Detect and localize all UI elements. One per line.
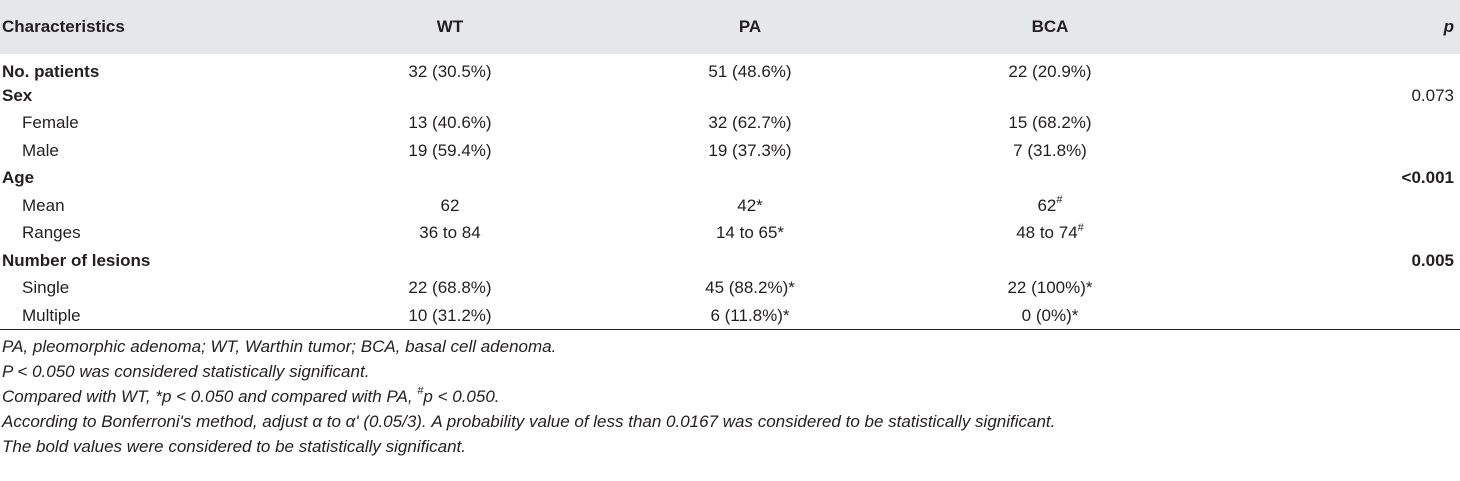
row-label: Single (22, 278, 70, 298)
header-p (1200, 0, 1460, 54)
row-label: Ranges (22, 223, 81, 243)
cell-bca-value: 48 to 74 (1016, 223, 1078, 243)
table-row-sex (0, 82, 1460, 110)
cell-p (1200, 192, 1460, 220)
cell-wt: 19 (59.4%) (408, 140, 492, 160)
header-wt: WT (436, 17, 464, 36)
hash-marker: # (1056, 194, 1063, 207)
header-p-label: p (1443, 17, 1454, 36)
cell-wt: 10 (31.2%) (300, 302, 600, 330)
cell-p: <0.001 (1401, 168, 1454, 188)
footnote-comparison (2, 384, 1460, 409)
footnote-comparison-prefix: Compared with WT, *p < 0.050 and compared with PA, (2, 387, 418, 406)
cell-p (1200, 220, 1460, 248)
row-label: Mean (22, 195, 65, 215)
cell-pa (600, 247, 900, 275)
cell-wt: 32 (30.5%) (408, 62, 492, 81)
table-header-row (0, 0, 1460, 54)
row-label: Age (2, 168, 35, 188)
table-row-multiple (0, 302, 1460, 330)
table-row-female (0, 110, 1460, 138)
table-row-male (0, 137, 1460, 165)
footnote-comparison-suffix: p < 0.050. (423, 387, 500, 406)
cell-wt: 36 to 84 (419, 223, 481, 243)
cell-p: 0.073 (1411, 85, 1454, 105)
cell-p (1200, 110, 1460, 138)
cell-pa: 32 (62.7%) (708, 113, 792, 133)
cell-bca-value: 62 (1037, 195, 1057, 215)
footnote-bold-note: The bold values were considered to be statistically significant. (2, 437, 466, 456)
cell-pa: 42* (737, 195, 763, 215)
cell-wt: 22 (68.8%) (408, 278, 492, 298)
cell-bca (900, 192, 1200, 220)
cell-p (1200, 54, 1460, 82)
table-footnotes (0, 330, 1460, 459)
cell-p (1200, 275, 1460, 303)
footnote-bonferroni: According to Bonferroni's method, adjust α to α' (0.05/3). A probability value of less than 0.0167 was considered to be statistically significant. (2, 412, 1056, 431)
cell-pa: 45 (88.2%)* (705, 278, 795, 298)
table-row-mean (0, 192, 1460, 220)
table-row-no-patients (0, 54, 1460, 82)
header-bca: BCA (1031, 17, 1069, 36)
header-characteristics: Characteristics (2, 17, 125, 36)
row-label: Sex (2, 85, 33, 105)
cell-p (1200, 302, 1460, 330)
cell-wt (300, 247, 600, 275)
table-row-ranges (0, 220, 1460, 248)
row-label: No. patients (2, 62, 100, 81)
cell-bca: 22 (20.9%) (1008, 62, 1092, 81)
header-pa: PA (738, 17, 762, 36)
cell-bca: 7 (31.8%) (1013, 140, 1087, 160)
cell-bca: 22 (100%)* (1007, 278, 1093, 298)
footnote-significance: P < 0.050 was considered statistically significant. (2, 362, 370, 381)
cell-bca (900, 247, 1200, 275)
row-label: Male (22, 140, 59, 160)
cell-pa: 14 to 65* (715, 223, 785, 243)
row-label: Female (22, 113, 79, 133)
row-label: Multiple (0, 302, 300, 330)
cell-bca (900, 82, 1200, 110)
row-label: Number of lesions (2, 250, 151, 270)
cell-wt (300, 165, 600, 193)
cell-p (1200, 137, 1460, 165)
cell-bca (900, 165, 1200, 193)
footnote-abbreviations: PA, pleomorphic adenoma; WT, Warthin tumor; BCA, basal cell adenoma. (2, 337, 557, 356)
cell-bca: 15 (68.2%) (1008, 113, 1092, 133)
cell-bca: 0 (0%)* (900, 302, 1200, 330)
cell-wt (300, 82, 600, 110)
hash-marker: # (1077, 221, 1084, 234)
cell-wt: 13 (40.6%) (408, 113, 492, 133)
table-row-age (0, 165, 1460, 193)
cell-pa: 51 (48.6%) (708, 62, 792, 81)
cell-pa: 6 (11.8%)* (600, 302, 900, 330)
table-row-single (0, 275, 1460, 303)
cell-p: 0.005 (1411, 250, 1454, 270)
cell-wt: 62 (440, 195, 460, 215)
hash-marker: # (417, 385, 424, 398)
cell-pa (600, 165, 900, 193)
cell-bca (900, 220, 1200, 248)
cell-pa: 19 (37.3%) (708, 140, 792, 160)
cell-pa (600, 82, 900, 110)
table-row-number-of-lesions (0, 247, 1460, 275)
